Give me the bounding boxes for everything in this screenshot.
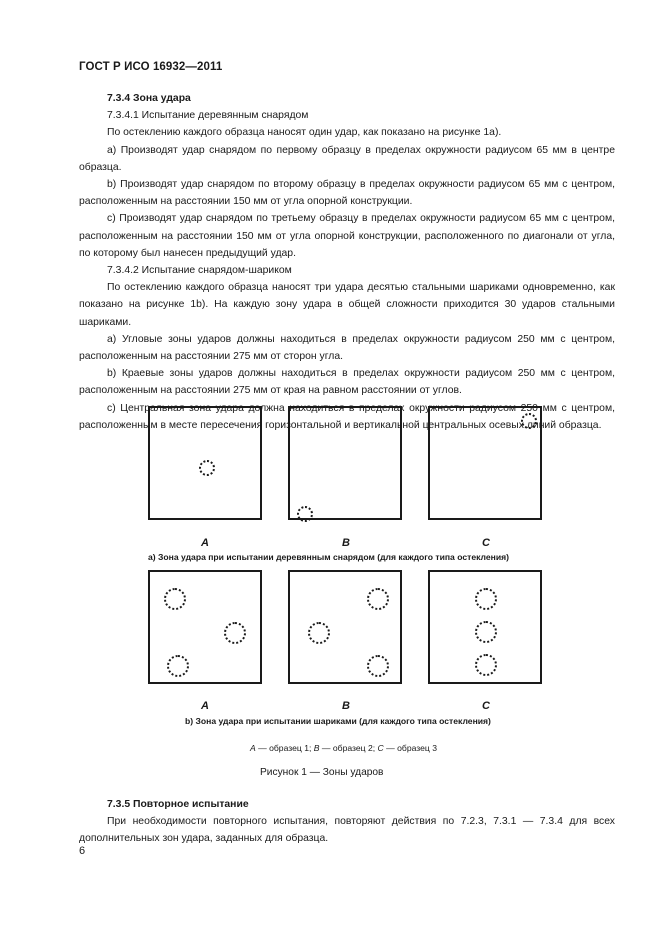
figure-caption-b: b) Зона удара при испытании шариками (для каждого типа остекления) <box>185 716 491 726</box>
legend-letter: B <box>313 743 320 753</box>
paragraph-c: с) Производят удар снарядом по третьему образцу в пределах окружности радиусом 65 мм с центром, расположенным на расстоянии 150 мм от угла опорной конструкции, расположенного по диагонали от угла, по которому был нанесен предыдущий удар. <box>79 213 615 259</box>
impact-zone-ring <box>367 588 389 610</box>
paragraph: По остеклению каждого образца наносят один удар, как показано на рисунке 1а). <box>107 127 502 139</box>
specimen-box-b-2 <box>288 570 402 684</box>
impact-zone-ring <box>224 622 246 644</box>
specimen-label-c: C <box>482 537 490 549</box>
specimen-label-a: A <box>201 537 209 549</box>
subsection-title: 7.3.4.2 Испытание снарядом-шариком <box>107 265 292 277</box>
specimen-box-a-1 <box>148 406 262 520</box>
impact-zone-ring <box>308 622 330 644</box>
legend-letter: C <box>377 743 384 753</box>
subsection-title: 7.3.4.1 Испытание деревянным снарядом <box>107 110 309 122</box>
figure-caption-a: а) Зона удара при испытании деревянным снарядом (для каждого типа остекления) <box>148 552 510 562</box>
paragraph: При необходимости повторного испытания, повторяют действия по 7.2.3, 7.3.1 — 7.3.4 для всех дополнительных зон удара, заданных для образца. <box>79 816 615 845</box>
paragraph-b: b) Краевые зоны ударов должны находиться в пределах окружности радиусом 250 мм с центром, расположенным на расстоянии 275 мм от края на равном расстоянии от углов. <box>79 368 615 397</box>
impact-zone-ring <box>521 413 537 429</box>
impact-zone-ring <box>164 588 186 610</box>
section-7-3-5 <box>79 796 615 848</box>
section-title: 7.3.4 Зона удара <box>107 93 191 104</box>
paragraph-a: а) Угловые зоны ударов должны находиться в пределах окружности радиусом 250 мм с центром, расположенным на расстоянии 275 мм от сторон угла. <box>79 333 615 363</box>
impact-zone-ring <box>167 655 189 677</box>
paragraph-a: а) Производят удар снарядом по первому образцу в пределах окружности радиусом 65 мм в центре образца. <box>79 144 615 173</box>
impact-zone-ring <box>367 655 389 677</box>
paragraph-c: с) Центральная зона удара должна находиться в пределах окружности радиусом 250 мм с центром, расположенным в месте пересечения горизонтальной и вертикальной центральных осевых линий образца. <box>79 402 615 431</box>
specimen-label-a: A <box>201 700 209 712</box>
specimen-box-b-1 <box>288 406 402 520</box>
section-7-3-4 <box>79 90 615 434</box>
document-header: ГОСТ Р ИСО 16932—2011 <box>79 61 223 73</box>
specimen-box-c-2 <box>428 570 542 684</box>
impact-zone-ring <box>297 506 313 522</box>
legend-text: — образец 1; <box>255 743 314 753</box>
specimen-label-b: B <box>342 537 350 549</box>
specimen-box-c-1 <box>428 406 542 520</box>
paragraph-b: b) Производят удар снарядом по второму образцу в пределах окружности радиусом 65 мм с центром, расположенным на расстоянии 150 мм от угла опорной конструкции. <box>79 179 615 208</box>
section-title: 7.3.5 Повторное испытание <box>107 799 249 810</box>
page-number: 6 <box>79 845 86 857</box>
impact-zone-ring <box>199 460 215 476</box>
impact-zone-ring <box>475 654 497 676</box>
paragraph: По остеклению каждого образца наносят три удара десятью стальными шариками одновременно, как показано на рисунке 1b). На каждую зону удара в общей сложности приходится 30 ударов стальными шариками. <box>79 282 615 328</box>
legend-text: — образец 3 <box>383 743 437 753</box>
impact-zone-ring <box>475 621 497 643</box>
specimen-label-c: C <box>482 700 490 712</box>
specimen-label-b: B <box>342 700 350 712</box>
figure-title: Рисунок 1 — Зоны ударов <box>260 767 384 778</box>
legend-text: — образец 2; <box>319 743 378 753</box>
legend-letter: A <box>250 743 256 753</box>
figure-legend <box>250 743 437 753</box>
impact-zone-ring <box>475 588 497 610</box>
specimen-box-a-2 <box>148 570 262 684</box>
